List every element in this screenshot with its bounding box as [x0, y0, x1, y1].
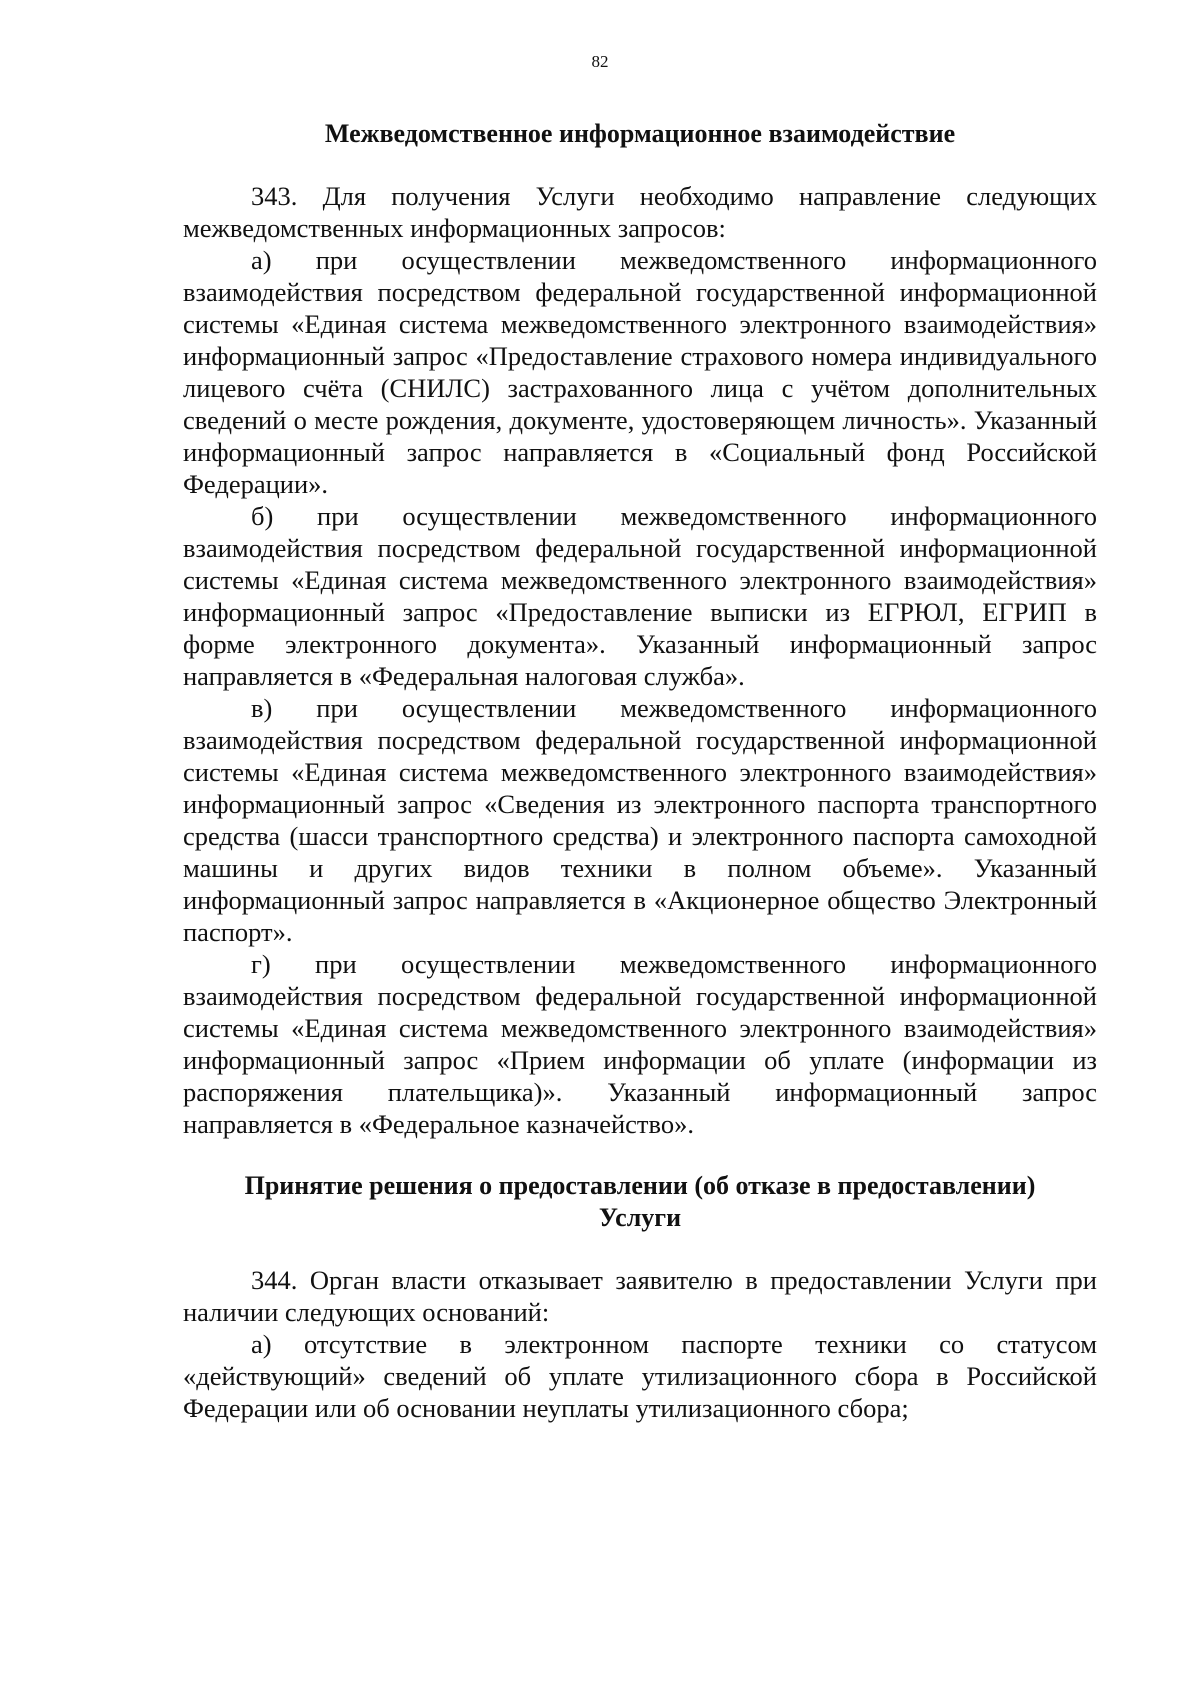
list-item-b: б) при осуществлении межведомственного информационного взаимодействия посредством федеральной государственной информационной системы «Единая система межведомственного электронного взаимодействия» информационный запрос «Предоставление выписки из ЕГРЮЛ, ЕГРИП в форме электронного документа». Указанный информационный запрос направляется в «Федеральная налоговая служба». — [183, 501, 1097, 691]
list-item-a: а) при осуществлении межведомственного информационного взаимодействия посредством федеральной государственной информационной системы «Единая система межведомственного электронного взаимодействия» информационный запрос «Предоставление страхового номера индивидуального лицевого счёта (СНИЛС) застрахованного лица с учётом дополнительных сведений о месте рождения, документе, удостоверяющем личность». Указанный информационный запрос направляется в «Социальный фонд Российской Федерации». — [183, 245, 1097, 499]
list-item-v: в) при осуществлении межведомственного информационного взаимодействия посредством федеральной государственной информационной системы «Единая система межведомственного электронного взаимодействия» информационный запрос «Сведения из электронного паспорта транспортного средства (шасси транспортного средства) и электронного паспорта самоходной машины и других видов техники в полном объеме». Указанный информационный запрос направляется в «Акционерное общество Электронный паспорт». — [183, 693, 1097, 947]
section-heading-decision — [183, 1170, 1097, 1234]
document-body — [183, 118, 1097, 1424]
section-heading-decision-line2: Услуги — [598, 1203, 682, 1232]
paragraph-344: 344. Орган власти отказывает заявителю в предоставлении Услуги при наличии следующих оснований: — [183, 1265, 1097, 1327]
paragraph-343: 343. Для получения Услуги необходимо направление следующих межведомственных информационных запросов: — [183, 181, 1097, 243]
section-heading-decision-line1: Принятие решения о предоставлении (об отказе в предоставлении) — [244, 1171, 1036, 1200]
refusal-item-a: а) отсутствие в электронном паспорте техники со статусом «действующий» сведений об уплате утилизационного сбора в Российской Федерации или об основании неуплаты утилизационного сбора; — [183, 1329, 1097, 1423]
list-item-g: г) при осуществлении межведомственного информационного взаимодействия посредством федеральной государственной информационной системы «Единая система межведомственного электронного взаимодействия» информационный запрос «Прием информации об уплате (информации из распоряжения плательщика)». Указанный информационный запрос направляется в «Федеральное казначейство». — [183, 949, 1097, 1139]
section-heading-interagency: Межведомственное информационное взаимодействие — [324, 119, 956, 148]
page-number: 82 — [591, 52, 609, 71]
